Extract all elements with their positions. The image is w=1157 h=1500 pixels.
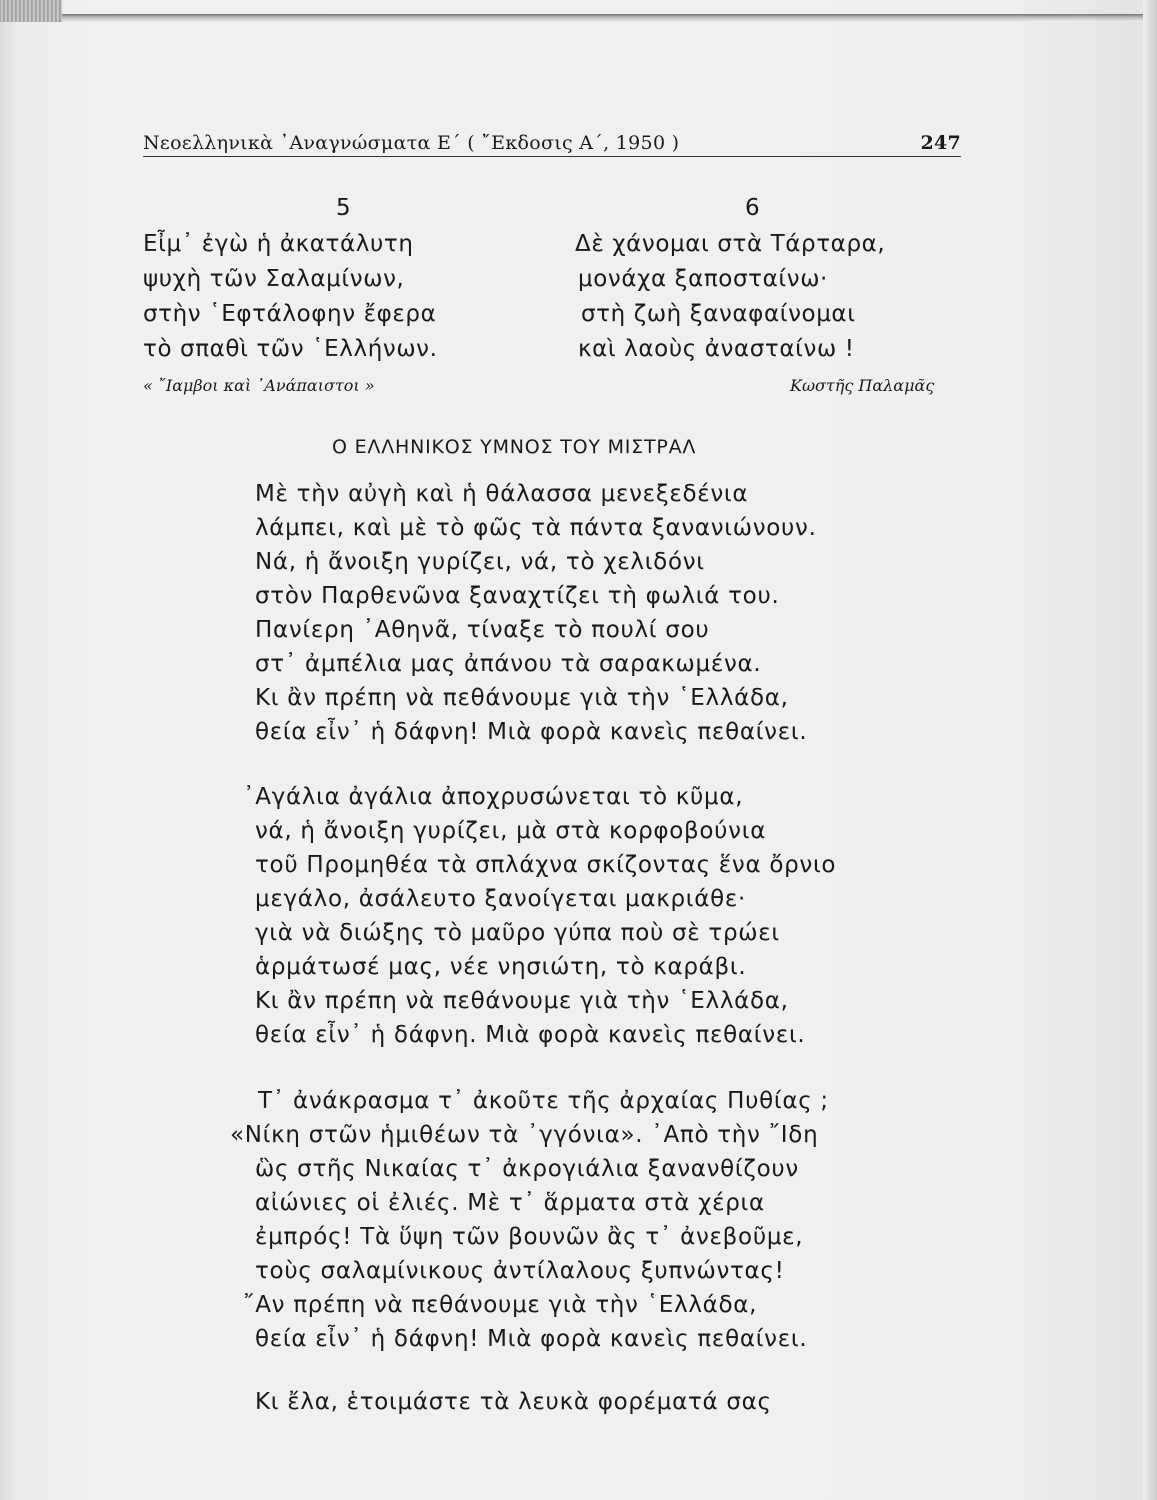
stanza-number-right: 6 <box>745 195 760 221</box>
poem-line: Πανίερη ᾿Αθηνᾶ, τίναξε τὸ πουλί σου <box>255 617 710 643</box>
poem-line: Μὲ τὴν αὐγὴ καὶ ἡ θάλασσα μενεξεδένια <box>255 481 749 507</box>
poem-line: ὣς στῆς Νικαίας τ᾿ ἀκρογιάλια ξανανθίζουν <box>255 1156 799 1182</box>
book-title: Νεοελληνικὰ ᾿Αναγνώσματα Ε΄ ( ῎Εκδοσις Α΄, 1950 ) <box>143 132 680 154</box>
author-signature: Κωστῆς Παλαμᾶς <box>790 376 935 395</box>
poem-line: ἐμπρός! Τὰ ὕψη τῶν βουνῶν ἂς τ᾿ ἀνεβοῦμε, <box>255 1224 804 1250</box>
poem-line: θεία εἶν᾿ ἡ δάφνη! Μιὰ φορὰ κανεὶς πεθαίνει. <box>255 1326 808 1352</box>
poem-right-line: μονάχα ξαποσταίνω· <box>578 266 828 292</box>
poem-left-line: τὸ σπαθὶ τῶν ῾Ελλήνων. <box>143 336 438 362</box>
poem-line: «Νίκη στῶν ἡμιθέων τὰ ᾿γγόνια». ᾿Απὸ τὴν ῎Ιδη <box>230 1122 819 1148</box>
poem-line: λάμπει, καὶ μὲ τὸ φῶς τὰ πάντα ξανανιώνουν. <box>255 515 817 541</box>
poem-line: ἁρμάτωσέ μας, νέε νησιώτη, τὸ καράβι. <box>255 954 747 980</box>
page-top-shadow <box>62 14 1157 22</box>
poem-line: θεία εἶν᾿ ἡ δάφνη. Μιὰ φορὰ κανεὶς πεθαίνει. <box>255 1022 806 1048</box>
poem-right-line: στὴ ζωὴ ξαναφαίνομαι <box>581 301 856 327</box>
poem-line: Τ᾿ ἀνάκρασμα τ᾿ ἀκοῦτε τῆς ἀρχαίας Πυθίας ; <box>258 1088 829 1114</box>
poem-right-line: Δὲ χάνομαι στὰ Τάρταρα, <box>575 231 886 257</box>
poem-line: στ᾿ ἀμπέλια μας ἀπάνου τὰ σαρακωμένα. <box>255 651 762 677</box>
poem-line: τοῦ Προμηθέα τὰ σπλάχνα σκίζοντας ἕνα ὄρνιο <box>255 852 837 878</box>
poem-line: τοὺς σαλαμίνικους ἀντίλαλους ξυπνώντας! <box>255 1258 785 1284</box>
book-spine-edge <box>0 0 62 22</box>
page-right-shadow <box>1143 0 1157 1500</box>
header-rule <box>143 156 961 157</box>
poem-line: ῎Αν πρέπη νὰ πεθάνουμε γιὰ τὴν ῾Ελλάδα, <box>243 1292 758 1318</box>
poem-title: Ο ΕΛΛΗΝΙΚΟΣ ΥΜΝΟΣ ΤΟΥ ΜΙΣΤΡΑΛ <box>332 436 697 458</box>
running-header <box>143 130 961 158</box>
poem-line: Κι ἂν πρέπη νὰ πεθάνουμε γιὰ τὴν ῾Ελλάδα, <box>255 988 789 1014</box>
poem-line: Κι ἔλα, ἑτοιμάστε τὰ λευκὰ φορέματά σας <box>255 1389 772 1415</box>
poem-line: μεγάλο, ἀσάλευτο ξανοίγεται μακριάθε· <box>255 886 747 912</box>
source-citation: « ῎Ιαμβοι καὶ ᾿Ανάπαιστοι » <box>143 376 375 395</box>
poem-left-line: ψυχὴ τῶν Σαλαμίνων, <box>143 266 405 292</box>
poem-line: Νά, ἡ ἄνοιξη γυρίζει, νά, τὸ χελιδόνι <box>255 549 705 575</box>
poem-line: γιὰ νὰ διώξης τὸ μαῦρο γύπα ποὺ σὲ τρώει <box>255 920 780 946</box>
poem-line: Κι ἂν πρέπη νὰ πεθάνουμε γιὰ τὴν ῾Ελλάδα, <box>255 685 789 711</box>
poem-line: νά, ἡ ἄνοιξη γυρίζει, μὰ στὰ κορφοβούνια <box>255 818 767 844</box>
poem-left-line: Εἶμ᾿ ἐγὼ ἡ ἀκατάλυτη <box>143 231 414 257</box>
poem-line: αἰώνιες οἱ ἐλιές. Μὲ τ᾿ ἅρματα στὰ χέρια <box>255 1190 765 1216</box>
poem-line: ᾿Αγάλια ἀγάλια ἀποχρυσώνεται τὸ κῦμα, <box>243 784 744 810</box>
poem-left-line: στὴν ῾Εφτάλοφην ἔφερα <box>143 301 437 327</box>
poem-line: στὸν Παρθενῶνα ξαναχτίζει τὴ φωλιά του. <box>255 583 780 609</box>
poem-line: θεία εἶν᾿ ἡ δάφνη! Μιὰ φορὰ κανεὶς πεθαίνει. <box>255 719 808 745</box>
stanza-number-left: 5 <box>336 195 351 221</box>
poem-right-line: καὶ λαοὺς ἀνασταίνω ! <box>578 336 855 362</box>
page-number: 247 <box>920 132 961 154</box>
